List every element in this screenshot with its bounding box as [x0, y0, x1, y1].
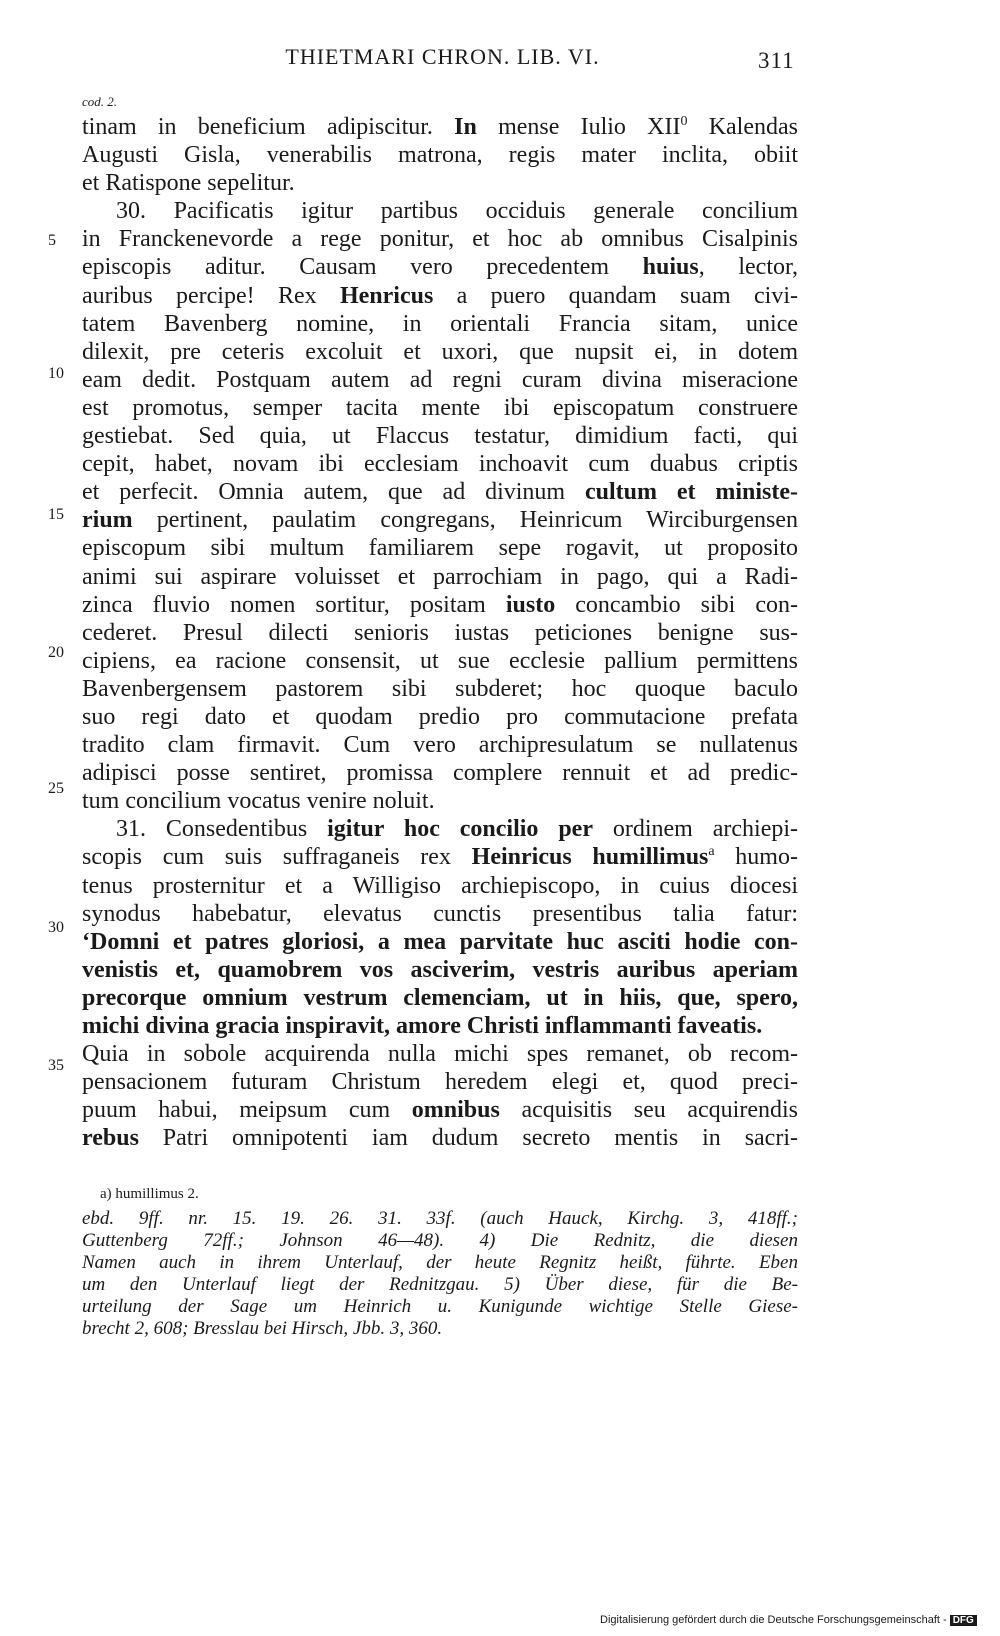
line-number: 25 [48, 780, 64, 797]
text-line: episcopum sibi multum familiarem sepe rogavit, ut proposito [82, 535, 798, 562]
text-line: in Franckenevorde a rege ponitur, et hoc ab omnibus Cisalpinis [82, 226, 798, 253]
footnote-line: Namen auch in ihrem Unterlauf, der heute Regnitz heißt, führte. Eben [82, 1252, 798, 1273]
footnote-line: urteilung der Sage um Heinrich u. Kunigunde wichtige Stelle Giese- [82, 1296, 798, 1317]
line-number: 30 [48, 919, 64, 936]
line-number: 10 [48, 365, 64, 382]
footnote-line: Guttenberg 72ff.; Johnson 46—48). 4) Die Rednitz, die diesen [82, 1230, 798, 1251]
text-line: cepit, habet, novam ibi ecclesiam inchoavit cum duabus criptis [82, 451, 798, 478]
text-line: est promotus, semper tacita mente ibi episcopatum construere [82, 394, 798, 421]
text-line: et Ratispone sepelitur. [82, 170, 295, 197]
text-line: Bavenbergensem pastorem sibi subderet; hoc quoque baculo [82, 675, 798, 702]
text-line: michi divina gracia inspiravit, amore Christi inflammanti faveatis. [82, 1013, 763, 1039]
text-line: tatem Bavenberg nomine, in orientali Francia sitam, unice [82, 310, 798, 337]
line-number: 5 [48, 232, 56, 249]
page-header-title: THIETMARI CHRON. LIB. VI. [285, 44, 600, 69]
footnote-line: ebd. 9ff. nr. 15. 19. 26. 31. 33f. (auch Hauck, Kirchg. 3, 418ff.; [82, 1208, 798, 1229]
footnote-line: brecht 2, 608; Bresslau bei Hirsch, Jbb. 3, 360. [82, 1318, 443, 1339]
text-line: venistis et, quamobrem vos asciverim, vestris auribus aperiam [82, 956, 798, 983]
text-line: pensacionem futuram Christum heredem elegi et, quod preci- [82, 1069, 798, 1096]
critical-apparatus-note: a) humillimus 2. [100, 1186, 199, 1202]
text-line: episcopis aditur. Causam vero precedentem huius, lector, [82, 254, 799, 281]
text-line: animi sui aspirare voluisset et parrochiam in pago, qui a Radi- [82, 563, 798, 590]
text-line: puum habui, meipsum cum omnibus acquisitis seu acquirendis [82, 1097, 798, 1124]
text-line: rium pertinent, paulatim congregans, Heinricum Wirciburgensen [82, 507, 798, 534]
footnotes [82, 1208, 798, 1340]
text-line: Augusti Gisla, venerabilis matrona, regis mater inclita, obiit [82, 142, 798, 169]
text-line: ‘Domni et patres gloriosi, a mea parvitate huc asciti hodie con- [82, 928, 798, 955]
text-line: 30. Pacificatis igitur partibus occiduis generale concilium [116, 198, 798, 225]
text-line: auribus percipe! Rex Henricus a puero quandam suam civi- [82, 282, 798, 309]
text-line: zinca fluvio nomen sortitur, positam iusto concambio sibi con- [82, 591, 798, 618]
line-number: 15 [48, 506, 64, 523]
main-text [82, 113, 798, 1152]
text-line: 31. Consedentibus igitur hoc concilio per ordinem archiepi- [116, 816, 799, 843]
line-number: 35 [48, 1057, 64, 1074]
text-line: adipisci posse sentiret, promissa complere rennuit et ad predic- [82, 760, 798, 787]
text-line: tradito clam firmavit. Cum vero archipresulatum se nullatenus [82, 732, 798, 759]
text-line: tenus prosternitur et a Willigiso archiepiscopo, in cuius diocesi [82, 872, 798, 899]
text-line: et perfecit. Omnia autem, que ad divinum cultum et ministe- [82, 479, 799, 506]
codex-note: cod. 2. [82, 94, 118, 109]
text-line: synodus habebatur, elevatus cunctis presentibus talia fatur: [82, 900, 798, 927]
text-line: eam dedit. Postquam autem ad regni curam divina miseracione [82, 366, 798, 393]
text-line: cederet. Presul dilecti senioris iustas peticiones benigne sus- [82, 619, 798, 646]
text-line: tum concilium vocatus venire noluit. [82, 788, 435, 815]
footer-credit [600, 1614, 977, 1626]
text-line: tinam in beneficium adipiscitur. In mense Iulio XII$^0$ Kalendas [82, 114, 798, 140]
page-number: 311 [758, 48, 795, 73]
footer-text: Digitalisierung gefördert durch die Deutsche Forschungsgemeinschaft - [600, 1614, 947, 1626]
line-number: 20 [48, 644, 64, 661]
text-line: gestiebat. Sed quia, ut Flaccus testatur, dimidium facti, qui [82, 423, 798, 450]
footnote-line: um den Unterlauf liegt der Rednitzgau. 5) Über diese, für die Be- [82, 1274, 798, 1295]
text-line: suo regi dato et quodam predio pro commutacione prefata [82, 703, 798, 730]
text-line: rebus Patri omnipotenti iam dudum secreto mentis in sacri- [82, 1125, 798, 1152]
text-line: scopis cum suis suffraganeis rex Heinricus humillimus$^a$ humo- [82, 844, 798, 871]
text-line: Quia in sobole acquirenda nulla michi spes remanet, ob recom- [82, 1041, 798, 1068]
text-line: dilexit, pre ceteris excoluit et uxori, que nupsit ei, in dotem [82, 338, 798, 365]
text-line: precorque omnium vestrum clemenciam, ut in hiis, que, spero, [82, 984, 798, 1011]
dfg-logo: DFG [950, 1615, 977, 1626]
text-line: cipiens, ea racione consensit, ut sue ecclesie pallium permittens [82, 647, 798, 674]
